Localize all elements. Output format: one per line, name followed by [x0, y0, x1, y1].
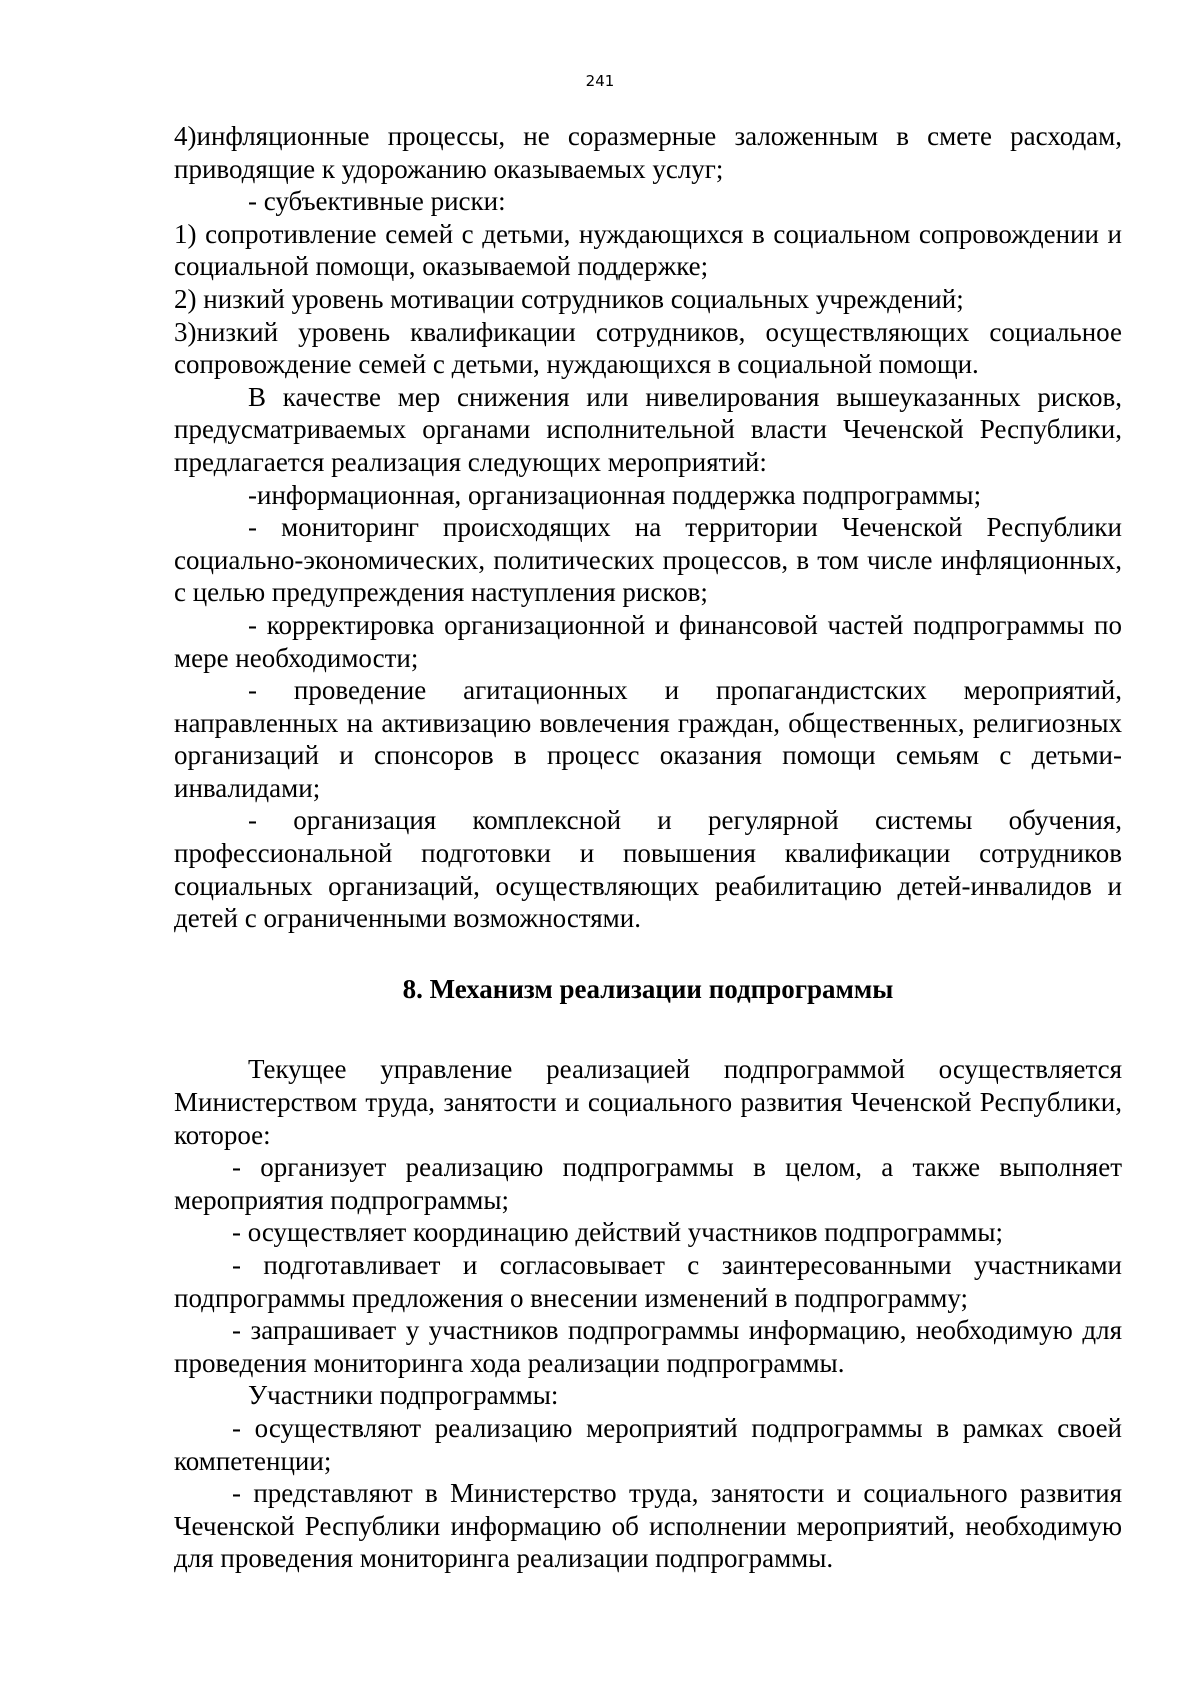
paragraph: - запрашивает у участников подпрограммы информацию, необходимую для проведения мониторинга хода реализации подпрограммы. — [174, 1315, 1122, 1378]
paragraph: 4)инфляционные процессы, не соразмерные заложенным в смете расходам, приводящие к удорожанию оказываемых услуг; — [174, 121, 1122, 184]
paragraph: - представляют в Министерство труда, занятости и социального развития Чеченской Республики информацию об исполнении мероприятий, необходимую для проведения мониторинга реализации подпрограммы. — [174, 1478, 1122, 1574]
page-number: 241 — [585, 72, 615, 90]
paragraph: Участники подпрограммы: — [248, 1380, 559, 1411]
paragraph: 2) низкий уровень мотивации сотрудников социальных учреждений; — [174, 283, 964, 314]
paragraph: Текущее управление реализацией подпрограммой осуществляется Министерством труда, занятости и социального развития Чеченской Республики, которое: — [174, 1054, 1122, 1150]
paragraph: - осуществляет координацию действий участников подпрограммы; — [232, 1217, 1003, 1248]
paragraph: 3)низкий уровень квалификации сотрудников, осуществляющих социальное сопровождение семей с детьми, нуждающихся в социальной помощи. — [174, 316, 1122, 380]
paragraph: В качестве мер снижения или нивелирования вышеуказанных рисков, предусматриваемых органами исполнительной власти Чеченской Республики, предлагается реализация следующих мероприятий: — [174, 381, 1122, 477]
section-heading: 8. Механизм реализации подпрограммы — [402, 973, 894, 1004]
risks-section — [174, 120, 1122, 935]
mechanism-section — [174, 1053, 1122, 1575]
document-body — [174, 120, 1122, 1575]
paragraph: -информационная, организационная поддержка подпрограммы; — [248, 479, 982, 510]
paragraph: - осуществляют реализацию мероприятий подпрограммы в рамках своей компетенции; — [174, 1412, 1122, 1476]
paragraph: - мониторинг происходящих на территории Чеченской Республики социально-экономических, политических процессов, в том числе инфляционных, с целью предупреждения наступления рисков; — [174, 512, 1122, 608]
paragraph: - подготавливает и согласовывает с заинтересованными участниками подпрограммы предложения о внесении изменений в подпрограмму; — [174, 1250, 1122, 1313]
paragraph: 1) сопротивление семей с детьми, нуждающихся в социальном сопровождении и социальной помощи, оказываемой поддержке; — [174, 218, 1122, 282]
paragraph: - организует реализацию подпрограммы в целом, а также выполняет мероприятия подпрограммы; — [174, 1152, 1122, 1215]
paragraph: - субъективные риски: — [248, 186, 506, 217]
paragraph: - организация комплексной и регулярной системы обучения, профессиональной подготовки и повышения квалификации сотрудников социальных организаций, осуществляющих реабилитацию детей-инвалидов и детей с ограниченными возможностями. — [174, 805, 1122, 934]
paragraph: - корректировка организационной и финансовой частей подпрограммы по мере необходимости; — [174, 609, 1122, 673]
paragraph: - проведение агитационных и пропагандистских мероприятий, направленных на активизацию вовлечения граждан, общественных, религиозных организаций и спонсоров в процесс оказания помощи семьям с детьми-инвалидами; — [174, 675, 1122, 803]
